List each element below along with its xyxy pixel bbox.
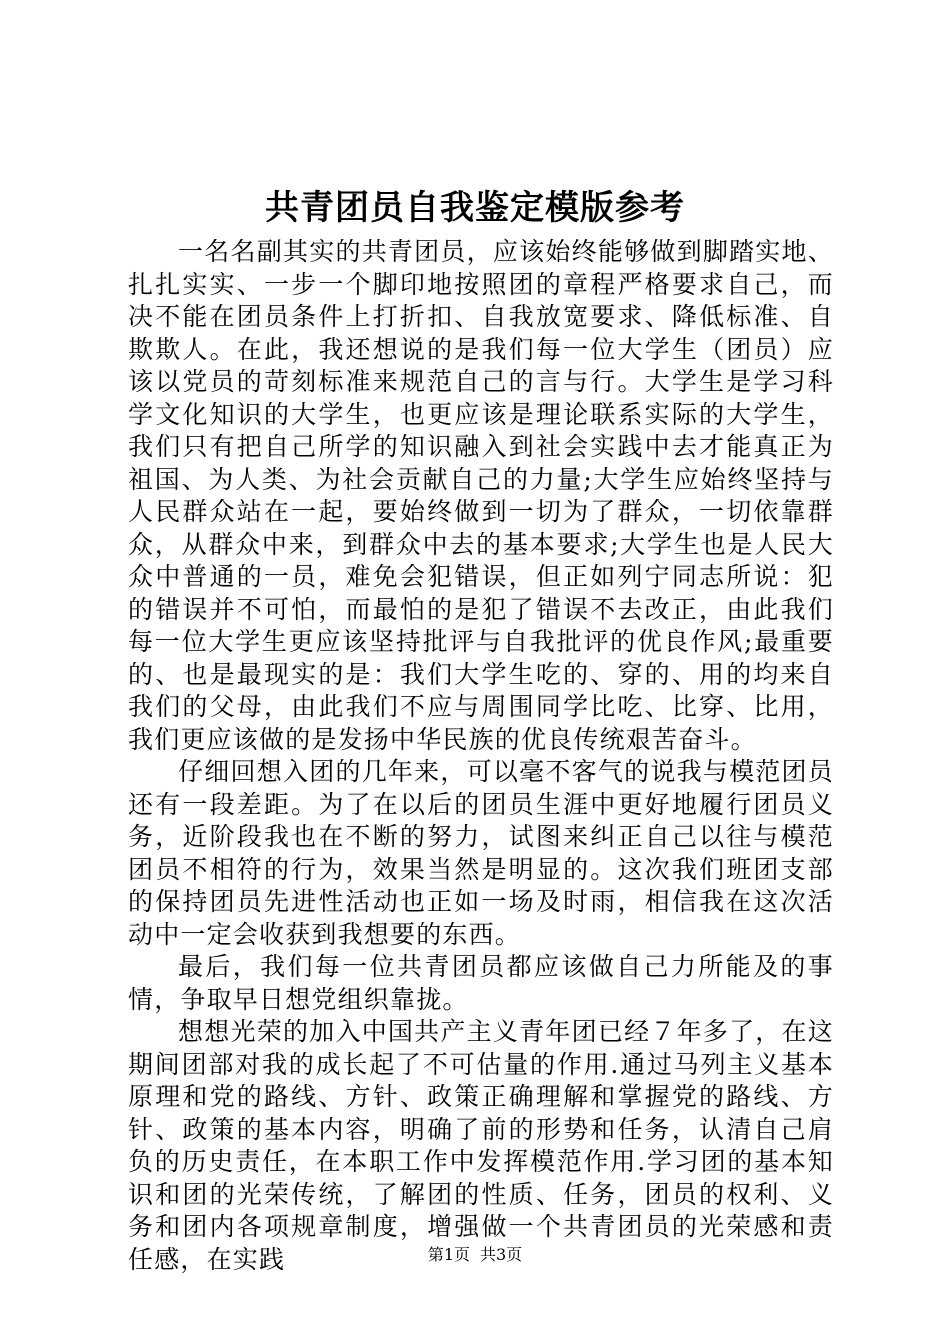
paragraph: 最后，我们每一位共青团员都应该做自己力所能及的事情，争取早日想党组织靠拢。 [128, 952, 834, 1014]
document-title: 共青团员自我鉴定模版参考 [265, 188, 685, 228]
page-footer [0, 1244, 950, 1266]
document-body [128, 236, 834, 1276]
paragraph: 仔细回想入团的几年来，可以毫不客气的说我与模范团员还有一段差距。为了在以后的团员生涯中更好地履行团员义务，近阶段我也在不断的努力，试图来纠正自己以往与模范团员不相符的行为，效果当然是明显的。这次我们班团支部的保持团员先进性活动也正如一场及时雨，相信我在这次活动中一定会收获到我想要的东西。 [128, 757, 834, 949]
paragraph: 一名名副其实的共青团员，应该始终能够做到脚踏实地、扎扎实实、一步一个脚印地按照团的章程严格要求自己，而决不能在团员条件上打折扣、自我放宽要求、降低标准、自欺欺人。在此，我还想说的是我们每一位大学生（团员）应该以党员的苛刻标准来规范自己的言与行。大学生是学习科学文化知识的大学生，也更应该是理论联系实际的大学生，我们只有把自己所学的知识融入到社会实践中去才能真正为祖国、为人类、为社会贡献自己的力量;大学生应始终坚持与人民群众站在一起，要始终做到一切为了群众，一切依靠群众，从群众中来，到群众中去的基本要求;大学生也是人民大众中普通的一员，难免会犯错误，但正如列宁同志所说：犯的错误并不可怕，而最怕的是犯了错误不去改正，由此我们每一位大学生更应该坚持批评与自我批评的优良作风;最重要的、也是最现实的是：我们大学生吃的、穿的、用的均来自我们的父母，由此我们不应与周围同学比吃、比穿、比用，我们更应该做的是发扬中华民族的优良传统艰苦奋斗。 [128, 237, 834, 754]
paragraph: 想想光荣的加入中国共产主义青年团已经７年多了，在这期间团部对我的成长起了不可估量的作用.通过马列主义基本原理和党的路线、方针、政策正确理解和掌握党的路线、方针、政策的基本内容，明确了前的形势和任务，认清自己肩负的历史责任，在本职工作中发挥模范作用.学习团的基本知识和团的光荣传统，了解团的性质、任务，团员的权利、义务和团内各项规章制度，增强做一个共青团员的光荣感和责任感，在实践 [128, 1017, 834, 1274]
page-total: 共3页 [480, 1245, 523, 1264]
page-number: 第1页 [427, 1245, 470, 1264]
